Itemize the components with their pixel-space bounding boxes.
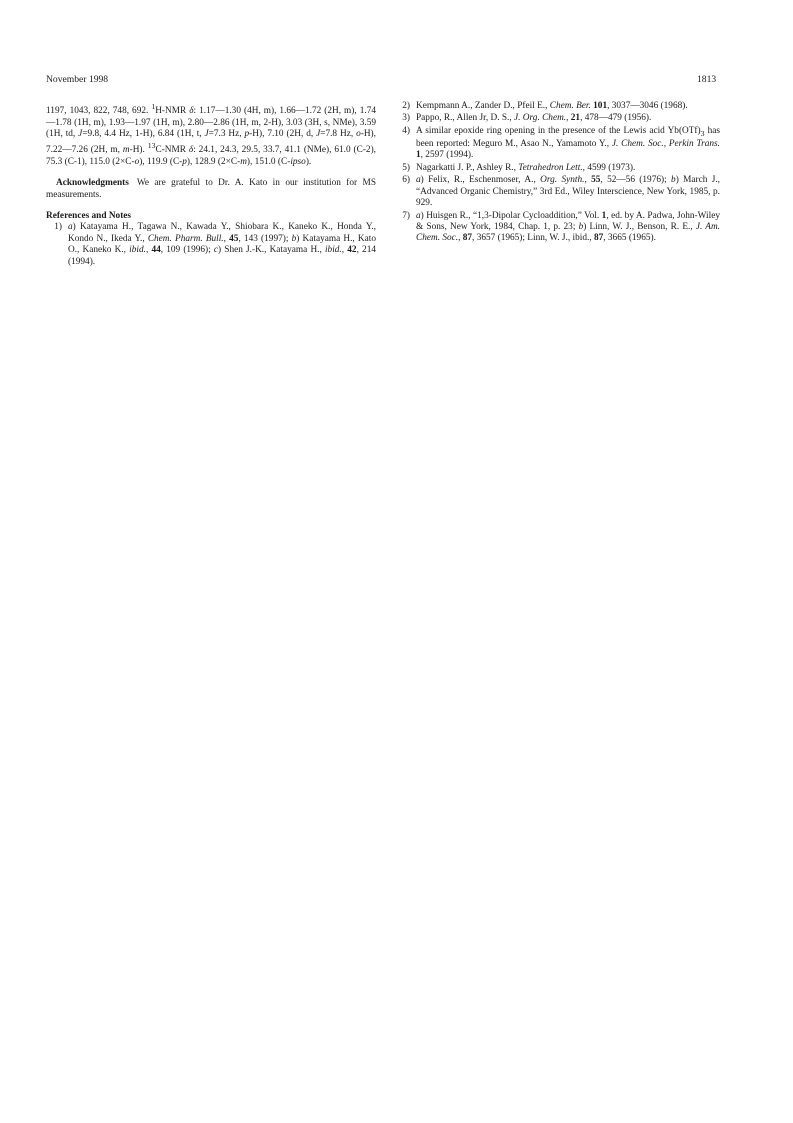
- reference-text: Nagarkatti J. P., Ashley R., Tetrahedron Lett., 4599 (1973).: [416, 162, 636, 173]
- reference-item: [396, 126, 720, 162]
- reference-item: [46, 222, 376, 268]
- references-heading: References and Notes: [46, 211, 132, 222]
- reference-number: 5): [402, 162, 410, 173]
- reference-item: [396, 163, 720, 174]
- right-column: [396, 101, 720, 245]
- reference-item: [396, 113, 720, 124]
- reference-text: Kempmann A., Zander D., Pfeil E., Chem. Ber. 101, 3037—3046 (1968).: [416, 101, 688, 111]
- reference-text: A similar epoxide ring opening in the presence of the Lewis acid $Yb(OTf)_3$ has been reported: Meguro M., Asao N., Yamamoto Y., J. Chem. Soc., Perkin Trans. 1, 2597 (1994).: [416, 125, 720, 161]
- nmr-data-paragraph: 1197, 1043, 822, 748, 692. $^1$H-NMR δ: 1.17—1.30 (4H, m), 1.66—1.72 (2H, m), 1.74—1.78 (1H, m), 1.93—1.97 (1H, m), 2.80—2.86 (1H, m, 2-H), 3.03 (3H, s, NMe), 3.59 (1H, td, J=9.8, 4.4 Hz, 1-H), 6.84 (1H, t, J=7.3 Hz, p-H), 7.10 (2H, d, J=7.8 Hz, o-H), 7.22—7.26 (2H, m, m-H). $^{13}$C-NMR δ: 24.1, 24.3, 29.5, 33.7, 41.1 (NMe), 61.0 (C-2), 75.3 (C-1), 115.0 (2×C-o), 119.9 (C-p), 128.9 (2×C-m), 151.0 (C-ipso).: [46, 102, 376, 167]
- left-column: [46, 101, 376, 268]
- reference-item: [396, 175, 720, 209]
- reference-number: 6): [402, 175, 410, 186]
- reference-text: a) Huisgen R., “1,3-Dipolar Cycloaddition,” Vol. 1, ed. by A. Padwa, John-Wiley & Sons, New York, 1984, Chap. 1, p. 23; b) Linn, W. J., Benson, R. E., J. Am. Chem. Soc., 87, 3657 (1965); Linn, W. J., ibid., 87, 3665 (1965).: [416, 210, 720, 244]
- reference-item: [396, 101, 720, 112]
- running-header-date: November 1998: [46, 74, 109, 85]
- reference-number: 4): [402, 125, 410, 136]
- reference-number: 1): [54, 222, 62, 233]
- reference-text: a) Felix, R., Eschenmoser, A., Org. Synth., 55, 52—56 (1976); b) March J., “Advanced Organic Chemistry,” 3rd Ed., Wiley Interscience, New York, 1985, p. 929.: [416, 175, 721, 209]
- reference-number: 3): [402, 113, 410, 124]
- acknowledgments-text: We are grateful to Dr. A. Kato in our institution for MS measurements.: [46, 178, 376, 200]
- acknowledgments-heading: Acknowledgments: [56, 178, 129, 189]
- reference-number: 2): [402, 101, 410, 111]
- reference-text: Pappo, R., Allen Jr, D. S., J. Org. Chem., 21, 478—479 (1956).: [416, 113, 652, 124]
- reference-number: 7): [402, 210, 410, 221]
- page-number: 1813: [697, 74, 717, 85]
- acknowledgments-paragraph: [46, 178, 376, 201]
- reference-text: a) Katayama H., Tagawa N., Kawada Y., Shiobara K., Kaneko K., Honda Y., Kondo N., Ikeda Y., Chem. Pharm. Bull., 45, 143 (1997); b) Katayama H., Kato O., Kaneko K., ibid., 44, 109 (1996); c) Shen J.-K., Katayama H., ibid., 42, 214 (1994).: [68, 222, 376, 267]
- reference-item: [396, 211, 720, 245]
